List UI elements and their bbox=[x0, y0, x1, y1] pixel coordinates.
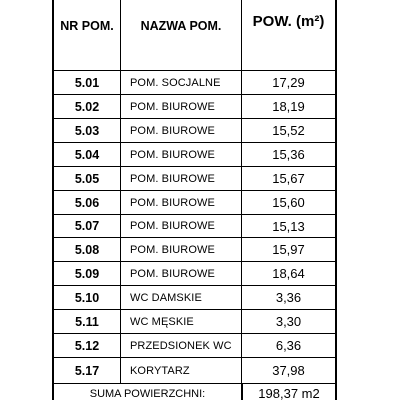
room-number: 5.08 bbox=[54, 238, 121, 261]
room-name: PRZEDSIONEK WC bbox=[121, 334, 242, 357]
table-row bbox=[54, 95, 335, 119]
room-name: POM. BIUROWE bbox=[121, 119, 242, 142]
header-room-area: POW. (m²) bbox=[252, 13, 325, 30]
room-area: 3,36 bbox=[275, 290, 302, 305]
total-area-value: 198,37 m2 bbox=[242, 384, 335, 400]
room-name: POM. BIUROWE bbox=[121, 95, 242, 118]
table-row bbox=[54, 71, 335, 95]
table-footer-row bbox=[54, 384, 335, 400]
room-number: 5.17 bbox=[54, 358, 121, 383]
room-area: 15,67 bbox=[272, 171, 305, 186]
room-number: 5.04 bbox=[54, 143, 121, 166]
room-name: POM. SOCJALNE bbox=[121, 71, 242, 94]
room-area: 15,60 bbox=[272, 195, 305, 210]
room-name: POM. BIUROWE bbox=[121, 191, 242, 214]
header-room-name: NAZWA POM. bbox=[121, 0, 242, 70]
room-number: 5.03 bbox=[54, 119, 121, 142]
table-row bbox=[54, 262, 335, 286]
room-number: 5.02 bbox=[54, 95, 121, 118]
room-name: WC DAMSKIE bbox=[121, 286, 242, 309]
room-name: POM. BIUROWE bbox=[121, 167, 242, 190]
room-name: POM. BIUROWE bbox=[121, 262, 242, 285]
room-number: 5.12 bbox=[54, 334, 121, 357]
table-row bbox=[54, 286, 335, 310]
table-row bbox=[54, 334, 335, 358]
room-number: 5.06 bbox=[54, 191, 121, 214]
room-area: 18,19 bbox=[272, 99, 305, 114]
table-row bbox=[54, 191, 335, 215]
room-area: 37,98 bbox=[272, 363, 305, 378]
total-area-label: SUMA POWIERZCHNI: bbox=[54, 384, 242, 400]
room-number: 5.01 bbox=[54, 71, 121, 94]
table-row bbox=[54, 119, 335, 143]
room-area: 18,64 bbox=[272, 266, 305, 281]
table-row bbox=[54, 215, 335, 238]
header-room-number: NR POM. bbox=[54, 0, 121, 70]
room-area: 15,36 bbox=[272, 147, 305, 162]
room-area: 15,97 bbox=[272, 242, 305, 257]
room-area: 3,30 bbox=[275, 314, 302, 329]
table-row bbox=[54, 358, 335, 384]
room-number: 5.07 bbox=[54, 215, 121, 237]
table-row bbox=[54, 143, 335, 167]
room-number: 5.09 bbox=[54, 262, 121, 285]
room-name: POM. BIUROWE bbox=[121, 238, 242, 261]
room-name: POM. BIUROWE bbox=[121, 215, 242, 237]
room-area: 15,52 bbox=[272, 123, 305, 138]
room-area: 6,36 bbox=[275, 338, 302, 353]
table-row bbox=[54, 167, 335, 191]
table-row bbox=[54, 238, 335, 262]
room-name: KORYTARZ bbox=[121, 358, 242, 383]
table-header-row bbox=[54, 0, 335, 71]
room-number: 5.05 bbox=[54, 167, 121, 190]
table-row bbox=[54, 310, 335, 334]
room-area: 17,29 bbox=[272, 75, 305, 90]
room-number: 5.11 bbox=[54, 310, 121, 333]
room-area-table bbox=[52, 0, 337, 400]
room-name: WC MĘSKIE bbox=[121, 310, 242, 333]
room-name: POM. BIUROWE bbox=[121, 143, 242, 166]
room-area: 15,13 bbox=[272, 218, 305, 234]
room-number: 5.10 bbox=[54, 286, 121, 309]
